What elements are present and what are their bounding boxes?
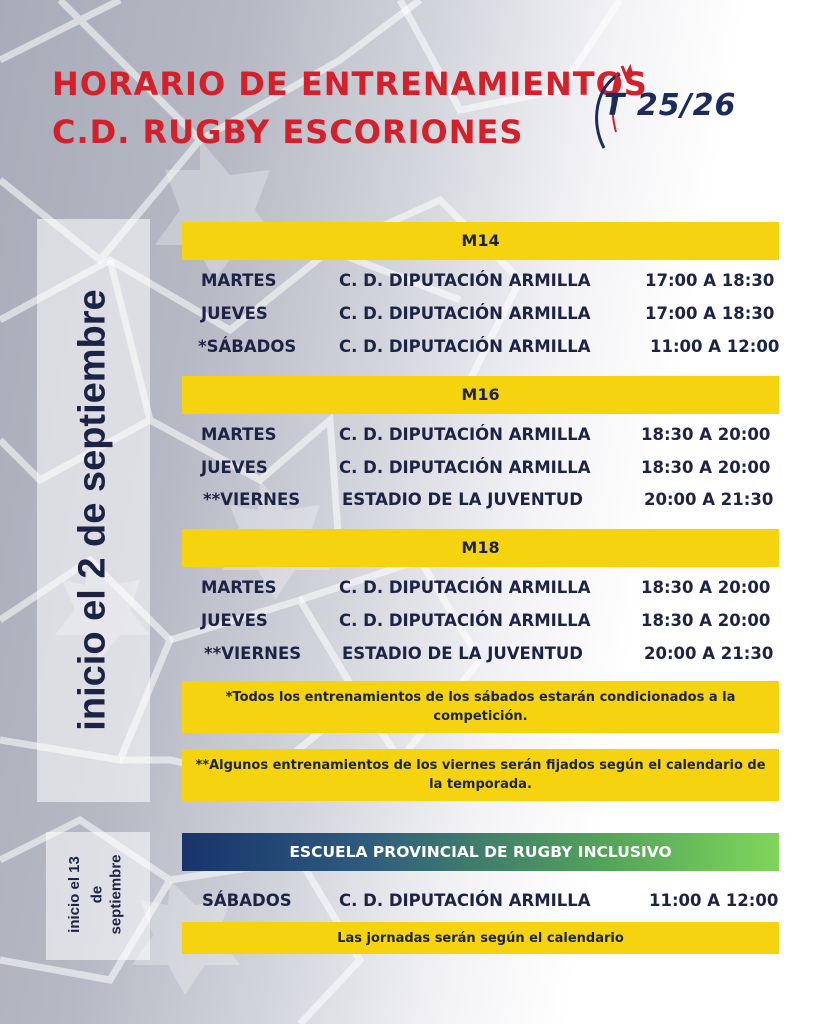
row-time: 20:00 A 21:30: [644, 490, 774, 509]
title-line-2: C.D. RUGBY ESCORIONES: [52, 113, 524, 151]
group-header-m16: M16: [182, 376, 779, 414]
row-day: JUEVES: [201, 458, 268, 477]
saturday-note: [182, 681, 779, 733]
page-title: [52, 60, 648, 156]
row-venue: C. D. DIPUTACIÓN ARMILLA: [339, 337, 591, 356]
row-venue: C. D. DIPUTACIÓN ARMILLA: [339, 271, 591, 290]
schedule-row: [182, 451, 779, 483]
schedule-row: [182, 637, 779, 669]
row-venue: C. D. DIPUTACIÓN ARMILLA: [339, 891, 591, 910]
row-day: JUEVES: [201, 304, 268, 323]
schedule-row: [182, 604, 779, 636]
row-time: 18:30 A 20:00: [641, 425, 771, 444]
row-time: 18:30 A 20:00: [641, 578, 771, 597]
row-time: 17:00 A 18:30: [645, 271, 775, 290]
schedule-row: [182, 483, 779, 515]
row-venue: C. D. DIPUTACIÓN ARMILLA: [339, 458, 591, 477]
row-day: MARTES: [201, 271, 277, 290]
row-day: MARTES: [201, 425, 277, 444]
inclusive-start-line-3: septiembre: [107, 854, 125, 935]
row-time: 18:30 A 20:00: [641, 611, 771, 630]
group-header-m18: M18: [182, 529, 779, 567]
schedule-row: [182, 884, 779, 916]
saturday-note-text: *Todos los entrenamientos de los sábados estarán condicionados a la competición.: [225, 690, 736, 724]
row-time: 17:00 A 18:30: [645, 304, 775, 323]
title-line-1: HORARIO DE ENTRENAMIENTOS: [52, 65, 648, 103]
row-time: 20:00 A 21:30: [644, 644, 774, 663]
row-venue: C. D. DIPUTACIÓN ARMILLA: [339, 578, 591, 597]
row-venue: ESTADIO DE LA JUVENTUD: [342, 644, 583, 663]
row-time: 11:00 A 12:00: [650, 337, 780, 356]
row-day: **VIERNES: [203, 490, 301, 509]
row-time: 11:00 A 12:00: [649, 891, 779, 910]
friday-note: [182, 749, 779, 801]
inclusive-school-header: ESCUELA PROVINCIAL DE RUGBY INCLUSIVO: [182, 833, 779, 871]
group-header-m14: M14: [182, 222, 779, 260]
inclusive-start-line-1: inicio el 13: [65, 856, 83, 933]
schedule-row: [182, 418, 779, 450]
friday-note-text: **Algunos entrenamientos de los viernes serán fijados según el calendario de la temporada.: [195, 758, 766, 792]
schedule-row: [182, 264, 779, 296]
season-logo-text: T 25/26: [604, 88, 737, 123]
schedule-row: [182, 330, 779, 362]
schedule-row: [182, 571, 779, 603]
row-venue: C. D. DIPUTACIÓN ARMILLA: [339, 304, 591, 323]
row-day: JUEVES: [201, 611, 268, 630]
inclusive-note: [182, 922, 779, 954]
row-day: SÁBADOS: [202, 891, 292, 910]
row-time: 18:30 A 20:00: [641, 458, 771, 477]
inclusive-start-panel: [46, 832, 150, 960]
inclusive-note-text: Las jornadas serán según el calendario: [337, 930, 624, 946]
row-day: MARTES: [201, 578, 277, 597]
start-date-label: inicio el 2 de septiembre: [71, 289, 114, 731]
row-venue: C. D. DIPUTACIÓN ARMILLA: [339, 611, 591, 630]
start-date-panel: [37, 219, 150, 802]
inclusive-start-line-2: de: [88, 885, 106, 904]
row-venue: ESTADIO DE LA JUVENTUD: [342, 490, 583, 509]
row-day: *SÁBADOS: [198, 337, 297, 356]
row-venue: C. D. DIPUTACIÓN ARMILLA: [339, 425, 591, 444]
schedule-row: [182, 297, 779, 329]
row-day: **VIERNES: [204, 644, 302, 663]
